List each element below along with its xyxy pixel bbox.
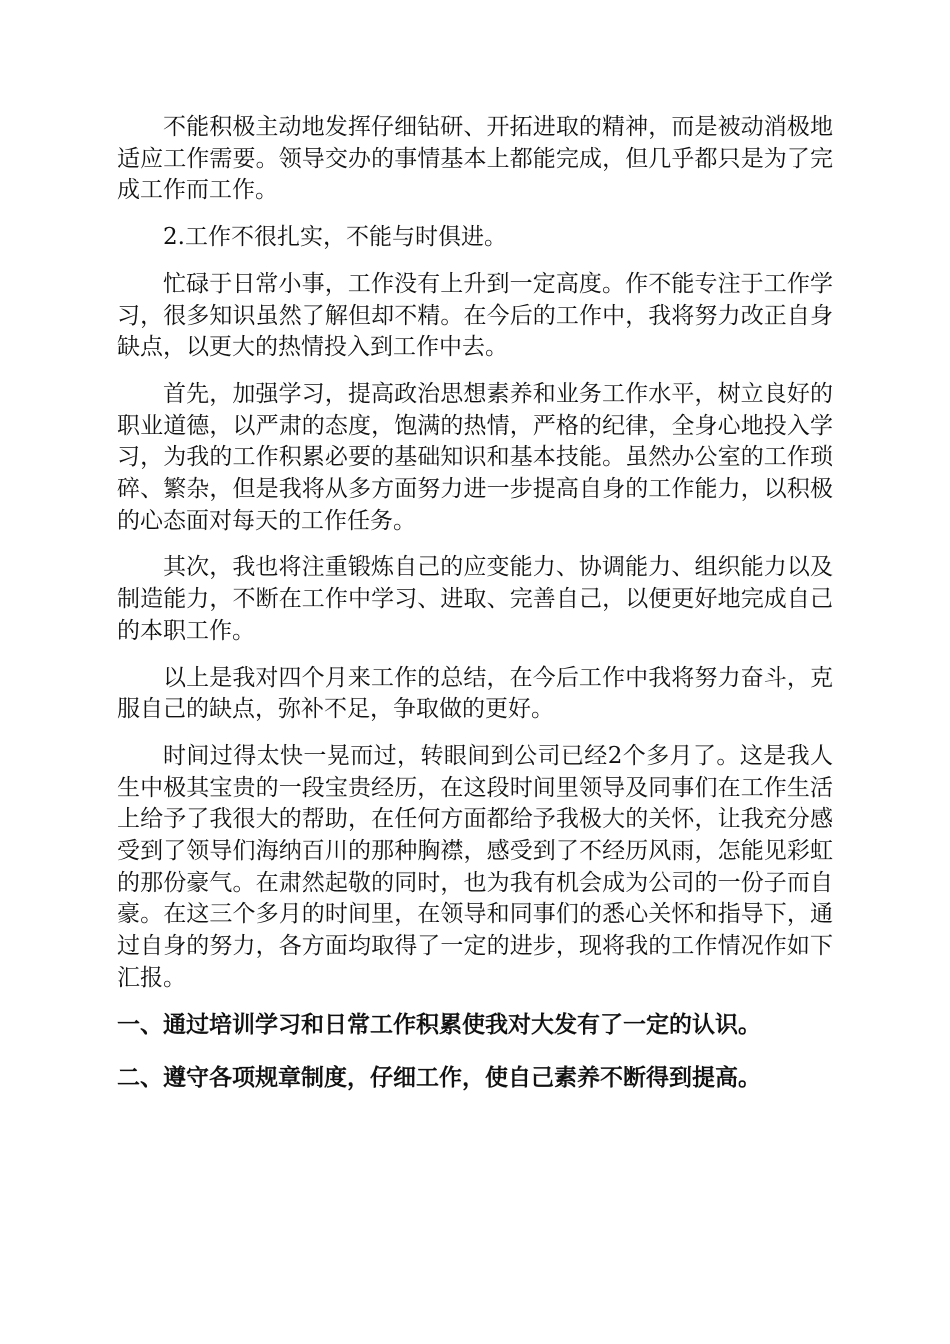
paragraph-6: 以上是我对四个月来工作的总结，在今后工作中我将努力奋斗，克服自己的缺点，弥补不足，争取做的更好。 [117, 664, 833, 723]
document-body [117, 112, 833, 1117]
paragraph-3: 忙碌于日常小事，工作没有上升到一定高度。作不能专注于工作学习，很多知识虽然了解但却不精。在今后的工作中，我将努力改正自身缺点，以更大的热情投入到工作中去。 [117, 270, 833, 361]
paragraph-4: 首先，加强学习，提高政治思想素养和业务工作水平，树立良好的职业道德，以严肃的态度，饱满的热情，严格的纪律，全身心地投入学习，为我的工作积累必要的基础知识和基本技能。虽然办公室的工作琐碎、繁杂，但是我将从多方面努力进一步提高自身的工作能力，以积极的心态面对每天的工作任务。 [117, 380, 833, 534]
paragraph-1: 不能积极主动地发挥仔细钻研、开拓进取的精神，而是被动消极地适应工作需要。领导交办的事情基本上都能完成，但几乎都只是为了完成工作而工作。 [117, 114, 833, 204]
section-heading-2: 二、遵守各项规章制度，仔细工作，使自己素养不断得到提高。 [117, 1065, 761, 1092]
paragraph-2-subheading: 2.工作不很扎实，不能与时俱进。 [163, 224, 507, 251]
paragraph-5: 其次，我也将注重锻炼自己的应变能力、协调能力、组织能力以及制造能力，不断在工作中学习、进取、完善自己，以便更好地完成自己的本职工作。 [117, 554, 833, 644]
section-heading-1: 一、通过培训学习和日常工作积累使我对大发有了一定的认识。 [117, 1011, 761, 1038]
paragraph-7: 时间过得太快一晃而过，转眼间到公司已经2个多月了。这是我人生中极其宝贵的一段宝贵经历，在这段时间里领导及同事们在工作生活上给予了我很大的帮助，在任何方面都给予我极大的关怀，让我充分感受到了领导们海纳百川的那种胸襟，感受到了不经历风雨，怎能见彩虹的那份豪气。在肃然起敬的同时，也为我有机会成为公司的一份子而自豪。在这三个多月的时间里，在领导和同事们的悉心关怀和指导下，通过自身的努力，各方面均取得了一定的进步，现将我的工作情况作如下汇报。 [117, 742, 833, 991]
